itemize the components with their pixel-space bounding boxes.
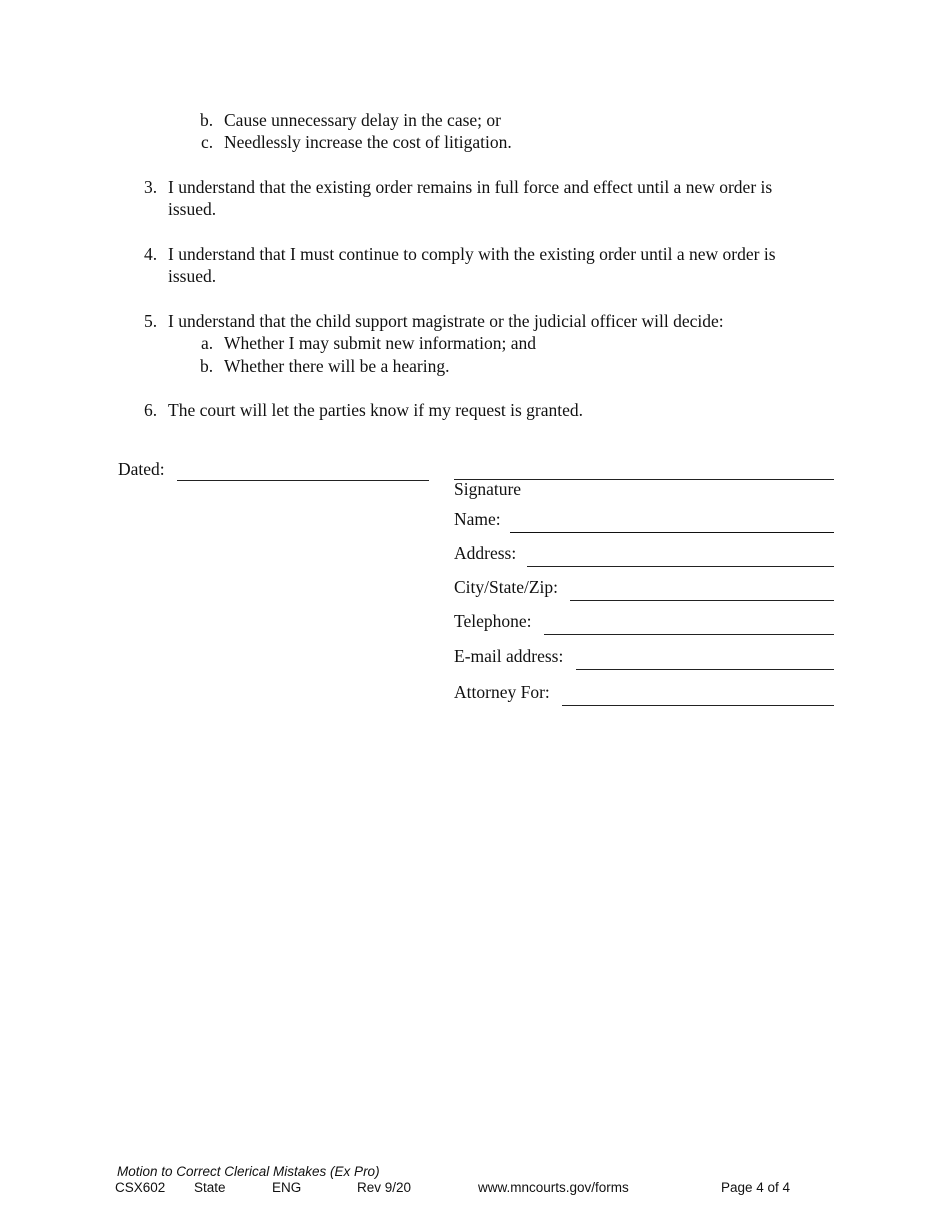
footer-form-code: CSX602 <box>115 1180 166 1195</box>
list-marker-c: c. <box>201 132 214 152</box>
footer-page-number: Page 4 of 4 <box>721 1180 791 1195</box>
dated-label: Dated: <box>118 459 165 479</box>
item-3-line2: issued. <box>168 199 217 219</box>
email-label: E-mail address: <box>454 646 564 666</box>
footer-jurisdiction: State <box>194 1180 226 1195</box>
name-line[interactable] <box>510 532 834 533</box>
list-marker-b: b. <box>200 110 214 130</box>
item-3-line1: I understand that the existing order remains in full force and effect until a new order is <box>168 177 773 197</box>
name-label: Name: <box>454 509 501 529</box>
signature-label: Signature <box>454 479 522 499</box>
item-5-text: I understand that the child support magistrate or the judicial officer will decide: <box>168 311 724 331</box>
item-3-marker: 3. <box>144 177 158 197</box>
address-label: Address: <box>454 543 517 563</box>
footer-language: ENG <box>272 1180 302 1195</box>
telephone-label: Telephone: <box>454 611 532 631</box>
dated-line[interactable] <box>177 480 429 481</box>
item-5b-marker: b. <box>200 356 214 376</box>
list-item-c-text: Needlessly increase the cost of litigation. <box>224 132 512 152</box>
footer-form-title: Motion to Correct Clerical Mistakes (Ex Pro) <box>117 1164 380 1179</box>
item-5b-text: Whether there will be a hearing. <box>224 356 450 376</box>
city-state-zip-line[interactable] <box>570 600 834 601</box>
telephone-line[interactable] <box>544 634 834 635</box>
footer-website: www.mncourts.gov/forms <box>478 1180 629 1195</box>
item-6-text: The court will let the parties know if my request is granted. <box>168 400 584 420</box>
attorney-for-label: Attorney For: <box>454 682 550 702</box>
item-4-line2: issued. <box>168 266 217 286</box>
item-4-line1: I understand that I must continue to comply with the existing order until a new order is <box>168 244 776 264</box>
address-line[interactable] <box>527 566 834 567</box>
attorney-for-line[interactable] <box>562 705 834 706</box>
item-5a-marker: a. <box>201 333 214 353</box>
item-4-marker: 4. <box>144 244 158 264</box>
city-state-zip-label: City/State/Zip: <box>454 577 559 597</box>
item-6-marker: 6. <box>144 400 158 420</box>
item-5-marker: 5. <box>144 311 158 331</box>
footer-revision: Rev 9/20 <box>357 1180 412 1195</box>
email-line[interactable] <box>576 669 834 670</box>
item-5a-text: Whether I may submit new information; and <box>224 333 537 353</box>
list-item-b-text: Cause unnecessary delay in the case; or <box>224 110 501 130</box>
